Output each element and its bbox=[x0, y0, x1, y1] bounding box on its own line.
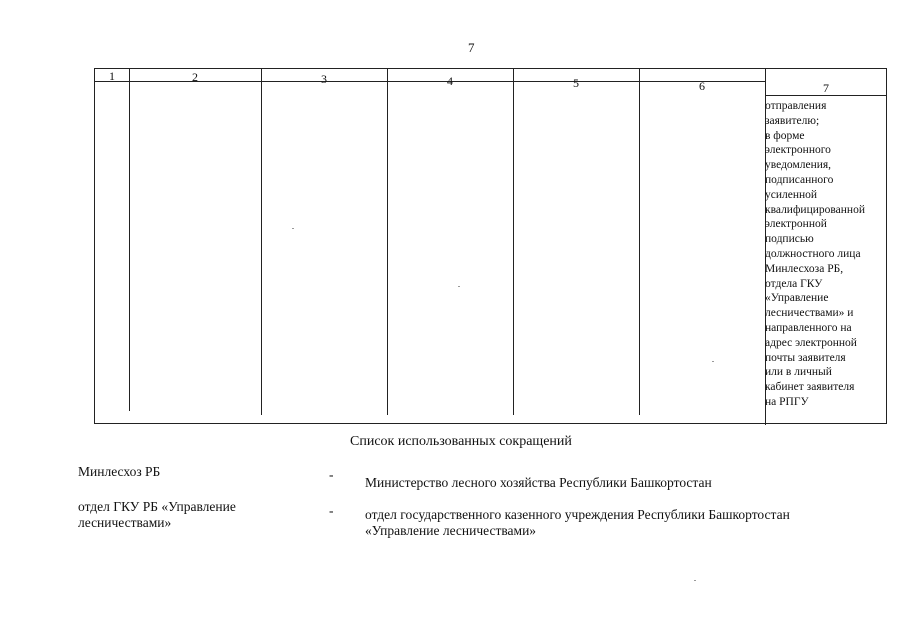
column-header-1: 1 bbox=[109, 69, 115, 83]
cell-line: Минлесхоза РБ, bbox=[765, 262, 844, 275]
scan-speck bbox=[458, 286, 460, 287]
column-header-3: 3 bbox=[321, 72, 327, 86]
column-divider bbox=[387, 69, 388, 415]
column-divider bbox=[129, 69, 130, 411]
cell-line: подписью bbox=[765, 233, 814, 246]
abbreviation-definition-line: «Управление лесничествами» bbox=[365, 523, 537, 538]
cell-line: квалифицированной bbox=[765, 203, 865, 216]
cell-line: отдела ГКУ bbox=[765, 277, 823, 290]
cell-line: на РПГУ bbox=[765, 395, 809, 408]
cell-line: или в личный bbox=[765, 366, 832, 379]
abbreviations-title: Список использованных сокращений bbox=[350, 434, 572, 449]
abbreviation-term bbox=[78, 499, 318, 531]
abbreviation-definition bbox=[365, 507, 880, 539]
scan-speck bbox=[712, 361, 714, 362]
cell-line: уведомления, bbox=[765, 159, 832, 172]
abbreviation-term-line: лесничествами» bbox=[78, 515, 172, 530]
cell-line: адрес электронной bbox=[765, 336, 857, 349]
cell-line: «Управление bbox=[765, 292, 829, 305]
column-header-2: 2 bbox=[192, 70, 198, 84]
column-header-7: 7 bbox=[823, 81, 829, 95]
column-header-6: 6 bbox=[699, 79, 705, 93]
cell-line: усиленной bbox=[765, 188, 818, 201]
cell-line: кабинет заявителя bbox=[765, 381, 855, 394]
page-number: 7 bbox=[468, 40, 475, 55]
cell-line: должностного лица bbox=[765, 247, 861, 260]
column-divider bbox=[261, 69, 262, 415]
cell-line: направленного на bbox=[765, 321, 852, 334]
cell-line: подписанного bbox=[765, 173, 834, 186]
column-divider bbox=[639, 69, 640, 415]
column-7-cell bbox=[765, 99, 887, 410]
cell-line: заявителю; bbox=[765, 114, 820, 127]
scan-speck bbox=[292, 228, 294, 229]
column-divider bbox=[513, 69, 514, 415]
header-divider-col7 bbox=[765, 95, 887, 96]
cell-line: электронного bbox=[765, 144, 831, 157]
cell-line: лесничествами» и bbox=[765, 307, 854, 320]
procedure-table bbox=[94, 68, 887, 424]
column-header-4: 4 bbox=[447, 74, 453, 88]
cell-line: почты заявителя bbox=[765, 351, 846, 364]
abbreviation-definition-line: отдел государственного казенного учреждения Республики Башкортостан bbox=[365, 507, 790, 522]
abbreviation-term-line: отдел ГКУ РБ «Управление bbox=[78, 499, 236, 514]
cell-line: электронной bbox=[765, 218, 827, 231]
scan-speck bbox=[694, 580, 696, 581]
column-header-5: 5 bbox=[573, 76, 579, 90]
cell-line: отправления bbox=[765, 100, 827, 112]
abbreviation-dash: - bbox=[329, 503, 334, 518]
abbreviation-dash: - bbox=[329, 467, 334, 482]
abbreviation-term: Минлесхоз РБ bbox=[78, 464, 161, 479]
cell-line: в форме bbox=[765, 129, 805, 142]
abbreviation-definition: Министерство лесного хозяйства Республики Башкортостан bbox=[365, 475, 712, 490]
